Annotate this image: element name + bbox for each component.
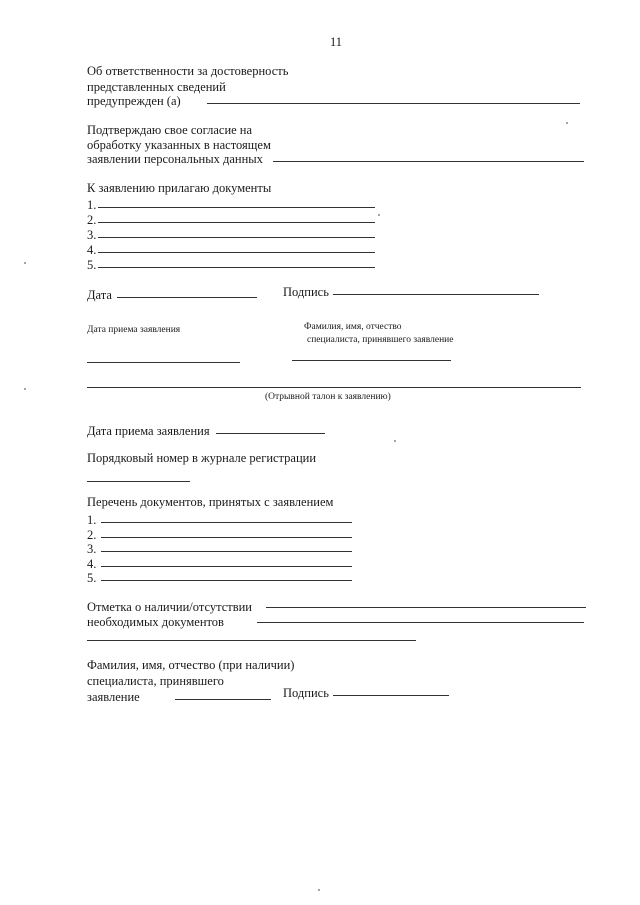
coupon-date-label: Дата приема заявления (87, 424, 210, 438)
mark-line-3[interactable] (87, 640, 416, 641)
responsibility-line-3: предупрежден (а) (87, 94, 181, 108)
mark-label-line-1: Отметка о наличии/отсутствии (87, 600, 252, 614)
specialist-name-line[interactable] (292, 360, 451, 361)
coupon-doc-number: 1. (87, 513, 97, 527)
coupon-doc-line[interactable] (101, 551, 352, 552)
signature-label: Подпись (283, 285, 329, 299)
scan-speck (394, 440, 396, 442)
page-number: 11 (330, 35, 343, 49)
specialist-label-line-1: Фамилия, имя, отчество (304, 322, 402, 332)
attached-doc-number: 2. (87, 213, 97, 227)
journal-number-label: Порядковый номер в журнале регистрации (87, 451, 317, 465)
date-received-line[interactable] (87, 362, 240, 363)
coupon-fio-line-3: заявление (87, 690, 140, 704)
consent-line-3: заявлении персональных данных (87, 152, 263, 166)
attached-doc-number: 4. (87, 243, 97, 257)
attached-doc-line[interactable] (98, 222, 375, 223)
date-line[interactable] (117, 297, 257, 298)
consent-line-2: обработку указанных в настоящем (87, 138, 271, 152)
coupon-fio-line-2: специалиста, принявшего (87, 674, 224, 688)
attached-doc-number: 5. (87, 258, 97, 272)
attached-doc-line[interactable] (98, 237, 375, 238)
coupon-doc-number: 2. (87, 528, 97, 542)
responsibility-line-1: Об ответственности за достоверность (87, 64, 289, 78)
attached-doc-line[interactable] (98, 267, 375, 268)
coupon-doc-line[interactable] (101, 580, 352, 581)
consent-line-1: Подтверждаю свое согласие на (87, 123, 253, 137)
attached-doc-line[interactable] (98, 252, 375, 253)
coupon-docs-title: Перечень документов, принятых с заявлением (87, 495, 334, 509)
specialist-label-line-2: специалиста, принявшего заявление (307, 335, 454, 345)
date-received-label: Дата приема заявления (87, 325, 181, 335)
scan-speck (566, 122, 568, 124)
coupon-date-line[interactable] (216, 433, 325, 434)
attached-doc-number: 3. (87, 228, 97, 242)
scan-speck (24, 388, 26, 390)
journal-number-line[interactable] (87, 481, 190, 482)
mark-label-line-2: необходимых документов (87, 615, 224, 629)
coupon-doc-number: 5. (87, 571, 97, 585)
coupon-doc-line[interactable] (101, 522, 352, 523)
scan-speck (318, 889, 320, 891)
coupon-doc-line[interactable] (101, 537, 352, 538)
tear-off-line (87, 387, 581, 388)
signature-line[interactable] (333, 294, 539, 295)
attached-doc-line[interactable] (98, 207, 375, 208)
coupon-doc-line[interactable] (101, 566, 352, 567)
responsibility-line-2: представленных сведений (87, 80, 226, 94)
attached-doc-number: 1. (87, 198, 97, 212)
coupon-doc-number: 4. (87, 557, 97, 571)
coupon-signature-line[interactable] (333, 695, 449, 696)
coupon-doc-number: 3. (87, 542, 97, 556)
coupon-signature-label: Подпись (283, 686, 329, 700)
tear-off-label: (Отрывной талон к заявлению) (265, 392, 391, 402)
scan-speck (378, 214, 380, 216)
mark-line-2[interactable] (257, 622, 584, 623)
mark-line-1[interactable] (266, 607, 586, 608)
responsibility-signature-line[interactable] (207, 103, 580, 104)
date-label: Дата (87, 288, 112, 302)
scan-speck (24, 262, 26, 264)
consent-signature-line[interactable] (273, 161, 584, 162)
coupon-fio-line[interactable] (175, 699, 271, 700)
attached-documents-title: К заявлению прилагаю документы (87, 181, 272, 195)
coupon-fio-line-1: Фамилия, имя, отчество (при наличии) (87, 658, 295, 672)
